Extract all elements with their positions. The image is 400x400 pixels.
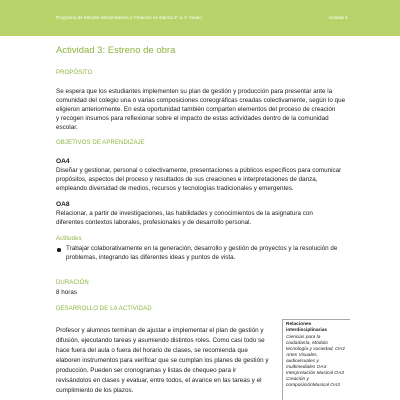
desarrollo-line: difusión, ejecutando tareas y asumiendo distintos roles. Como casi todo se — [56, 337, 265, 344]
oa-line: propósitos, aspectos del proceso y resultados de sus creaciones e interpretaciones de danza, — [56, 176, 318, 183]
oa-code: OA8 — [56, 201, 70, 208]
unit-badge: Unidad 4 — [329, 15, 348, 20]
oa-line: empleando diversidad de medios, recursos y tecnologías tradicionales y emergentes. — [56, 185, 294, 192]
desarrollo-line: hace fuera del aula o fuera del horario de clases, se recomienda que — [56, 347, 248, 354]
oa-code: OA4 — [56, 158, 70, 165]
sidebar-line: composiciónMusical OA3 — [286, 383, 340, 388]
desarrollo-heading: DESARROLLO DE LA ACTIVIDAD — [56, 306, 152, 312]
proposito-heading: PROPÓSITO — [56, 70, 93, 76]
actitudes-line: problemas, integrando las diferentes ideas y puntos de vista. — [66, 254, 236, 261]
sidebar-line: multimediales OA3 — [286, 365, 327, 370]
desarrollo-line: producción. Pueden ser cronogramas y listas de chequeo para ir — [56, 367, 237, 374]
program-title: Programa de Estudio Interpretación y Creación en Danza 3° a 4° medio — [56, 15, 202, 20]
sidebar-heading: Relaciones — [286, 322, 312, 327]
duracion-heading: DURACIÓN — [56, 280, 89, 286]
sidebar-line: Creación y — [286, 377, 309, 382]
desarrollo-line: revisándolos en clases y evaluar, entre todos, el avance en las tareas y el — [56, 377, 262, 384]
proposito-line: y recogen insumos para reflexionar sobre el impacto de estas actividades dentro de la comunidad — [56, 115, 329, 122]
proposito-line: escolar. — [56, 124, 78, 131]
duracion-value: 8 horas — [56, 289, 78, 296]
sidebar-line: tecnología y sociedad, OA3 — [286, 347, 345, 352]
page-title: Actividad 3: Estreno de obra — [56, 45, 176, 56]
oa-line: diferentes contextos laborales, profesionales y de desarrollo personal. — [56, 219, 252, 226]
sidebar-line: ciudadanía, Módulo — [286, 341, 328, 346]
actitudes-heading: Actitudes — [56, 236, 82, 242]
desarrollo-line: cumplimiento de los plazos. — [56, 387, 134, 394]
oa-line: Diseñar y gestionar, personal o colectivamente, presentaciones a públicos específicos para comunicar — [56, 167, 342, 174]
proposito-line: Se espera que los estudiantes implementen su plan de gestión y producción para presentar ante la — [56, 88, 333, 95]
sidebar-line: Artes Visuales, — [286, 353, 318, 358]
actitudes-line: Trabajar colaborativamente en la generación, desarrollo y gestión de proyectos y la resolución de — [66, 245, 338, 252]
sidebar-line: Ciencias para la — [286, 335, 321, 340]
desarrollo-line: Profesor y alumnos terminan de ajustar e implementar el plan de gestión y — [56, 327, 264, 334]
sidebar-line: audiovisuales y — [286, 359, 319, 364]
proposito-line: comunidad del colegio una o varias composiciones coreográficas creadas colectivamente, según lo que — [56, 97, 346, 104]
desarrollo-line: elaboren instrumentos para verificar que se cumplan los planes de gestión y — [56, 357, 269, 364]
sidebar-line: Interpretación Musical OA3 — [286, 371, 344, 376]
oa-line: Relacionar, a partir de investigaciones, las habilidades y conocimientos de la asignatura con — [56, 210, 313, 217]
proposito-line: eligieron anteriormente. En esta oportunidad también comparten elementos del proceso de creación — [56, 106, 336, 113]
bullet-dot — [57, 248, 61, 252]
sidebar-heading: interdisciplinarias — [286, 328, 328, 333]
objetivos-heading: OBJETIVOS DE APRENDIZAJE — [56, 140, 145, 146]
